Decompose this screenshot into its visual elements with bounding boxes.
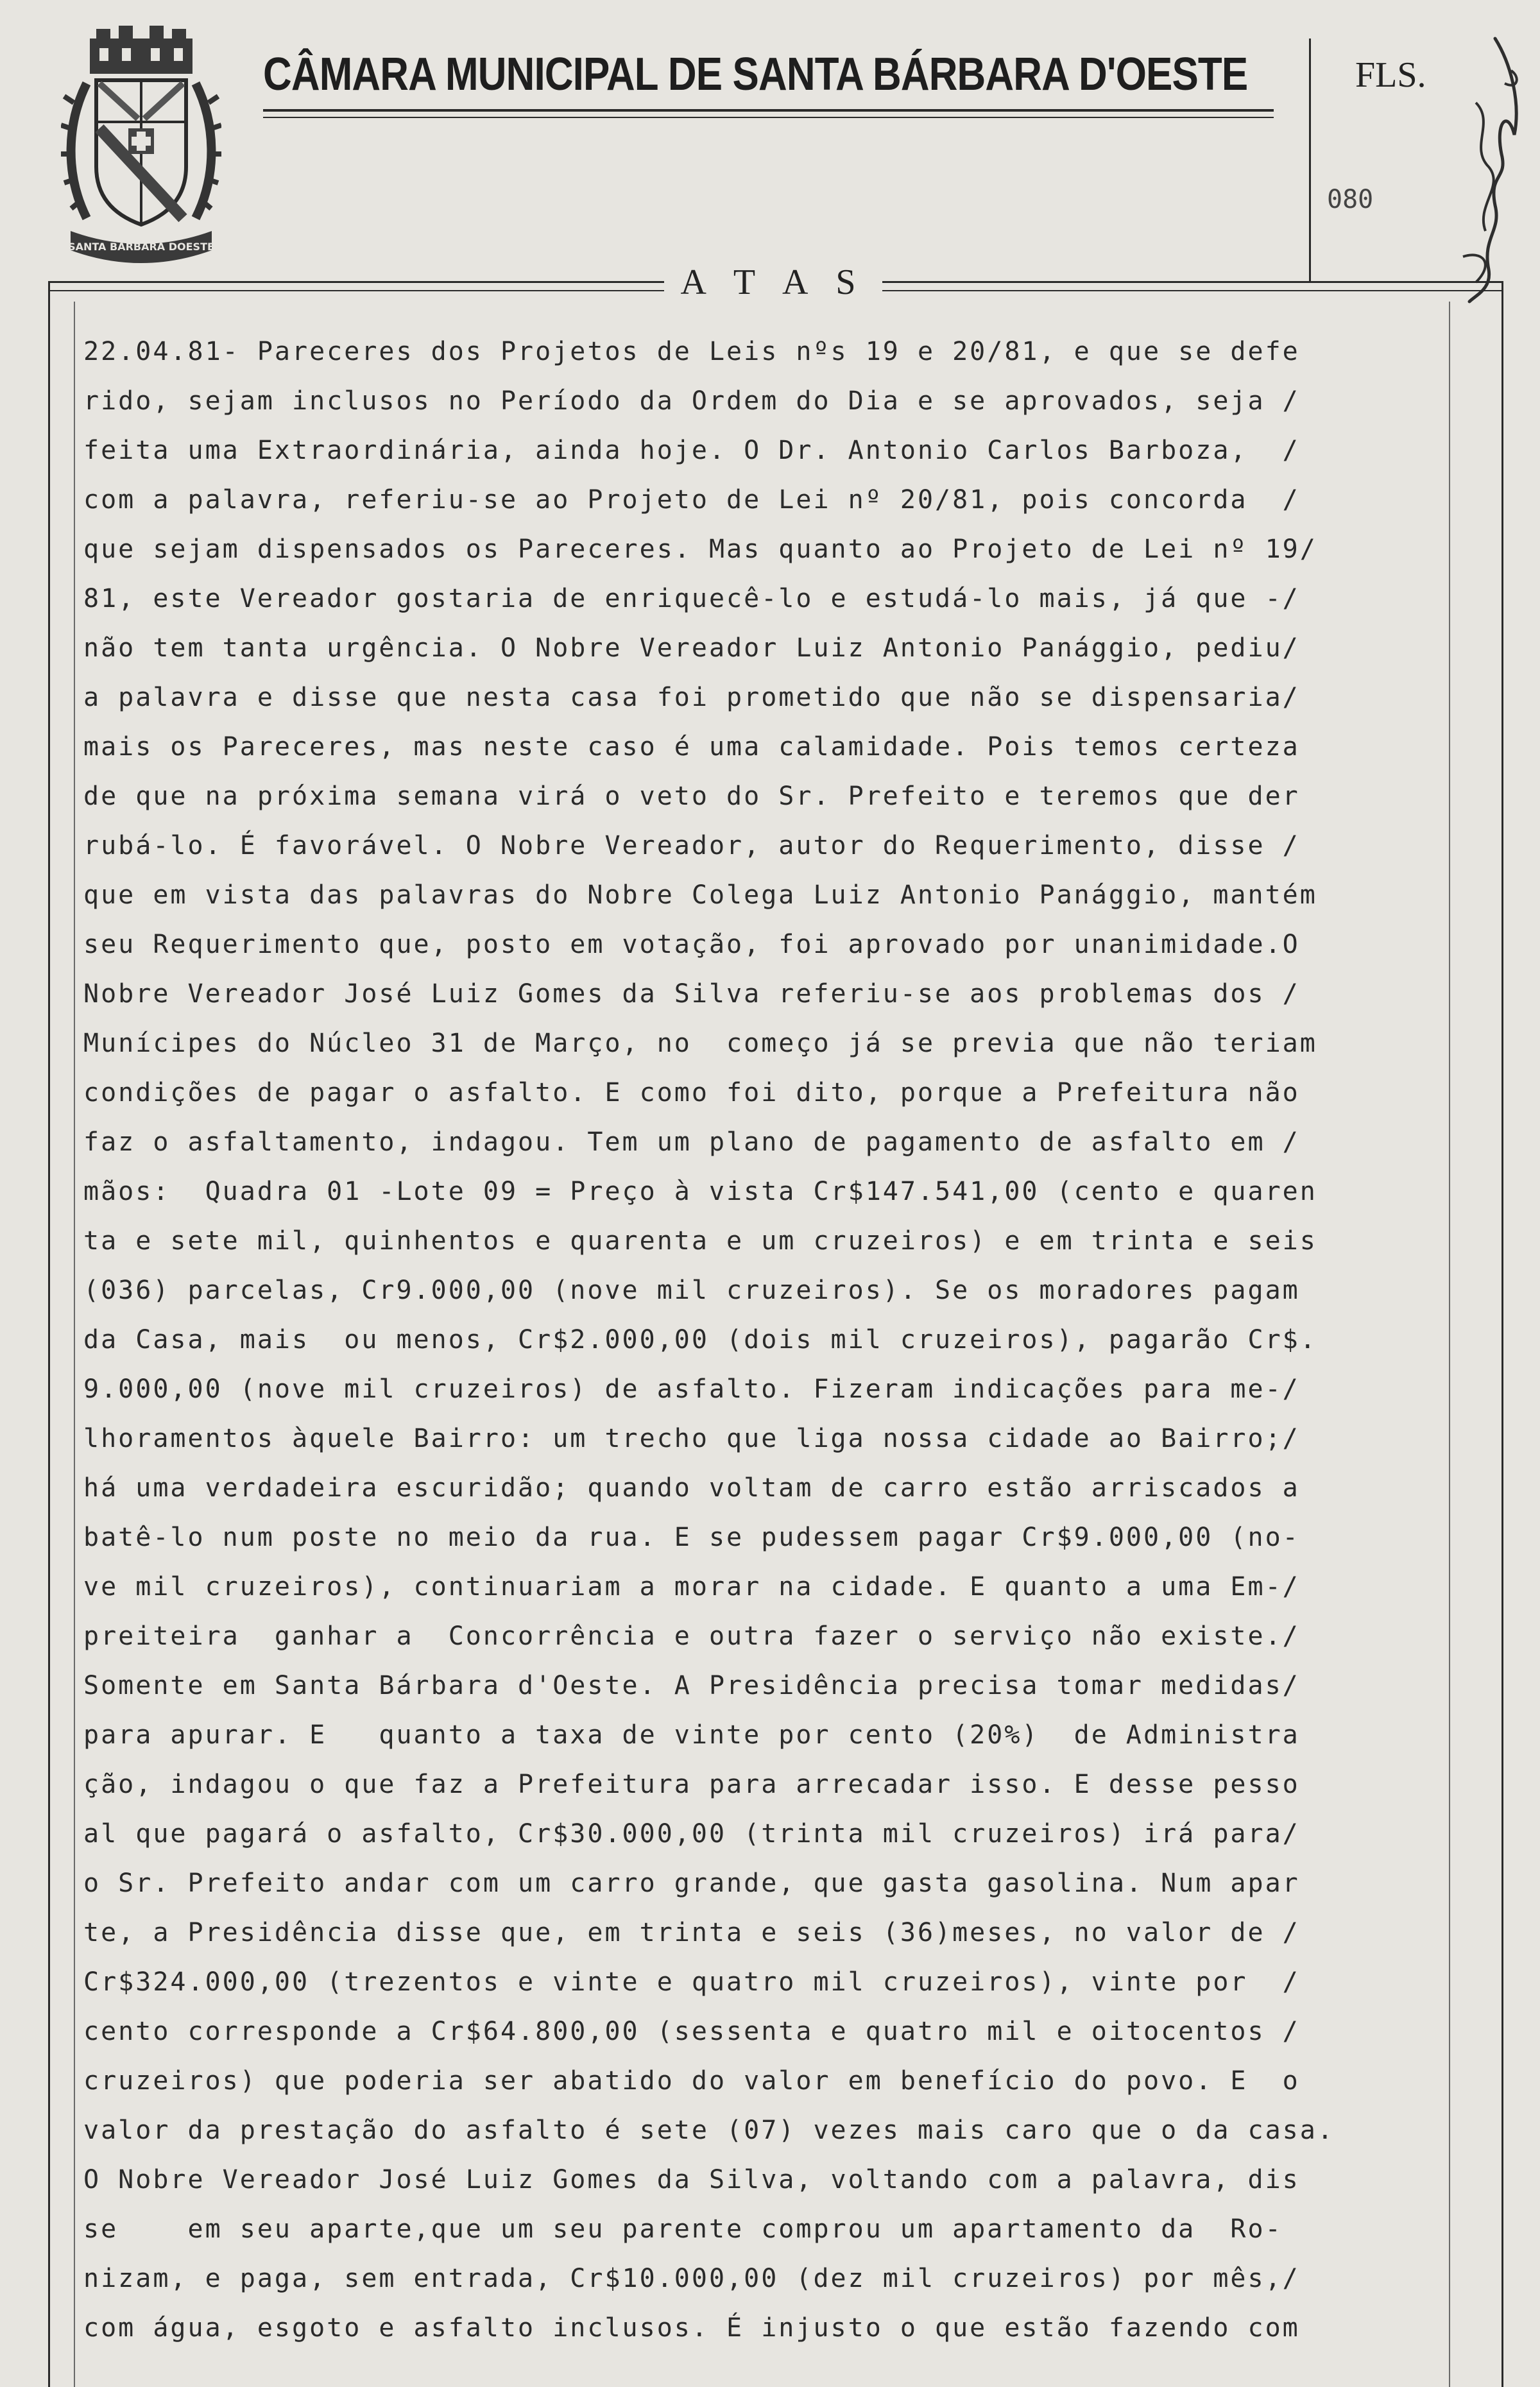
- frame-left: [48, 281, 50, 2387]
- text-line: te, a Presidência disse que, em trinta e seis (36)meses, no valor de /: [83, 1918, 1300, 1947]
- text-line: Cr$324.000,00 (trezentos e vinte e quatro mil cruzeiros), vinte por /: [83, 1967, 1300, 1997]
- text-line: se em seu aparte,que um seu parente comprou um apartamento da Ro-: [83, 2214, 1283, 2244]
- text-line: que sejam dispensados os Pareceres. Mas quanto ao Projeto de Lei nº 19/: [83, 535, 1317, 564]
- text-line: lhoramentos àquele Bairro: um trecho que liga nossa cidade ao Bairro;/: [83, 1424, 1300, 1453]
- text-line: mãos: Quadra 01 -Lote 09 = Preço à vista Cr$147.541,00 (cento e quaren: [83, 1177, 1317, 1206]
- text-line: condições de pagar o asfalto. E como foi dito, porque a Prefeitura não: [83, 1078, 1300, 1108]
- text-line: não tem tanta urgência. O Nobre Vereador Luiz Antonio Panággio, pediu/: [83, 633, 1300, 663]
- frame-top-right-thin: [882, 290, 1502, 291]
- frame-top-left-thin: [48, 290, 664, 291]
- text-line: 81, este Vereador gostaria de enriquecê-lo e estudá-lo mais, já que -/: [83, 584, 1300, 613]
- text-line: ta e sete mil, quinhentos e quarenta e um cruzeiros) e em trinta e seis: [83, 1226, 1317, 1256]
- text-line: a palavra e disse que nesta casa foi prometido que não se dispensaria/: [83, 683, 1300, 712]
- title-rule-thin: [263, 117, 1274, 118]
- header-divider: [1309, 38, 1311, 282]
- signature-icon: [1399, 26, 1527, 308]
- text-line: ção, indagou o que faz a Prefeitura para arrecadar isso. E desse pesso: [83, 1770, 1300, 1799]
- text-line: com a palavra, referiu-se ao Projeto de Lei nº 20/81, pois concorda /: [83, 485, 1300, 515]
- text-line: faz o asfaltamento, indagou. Tem um plano de pagamento de asfalto em /: [83, 1127, 1300, 1157]
- text-line: cento corresponde a Cr$64.800,00 (sessenta e quatro mil e oitocentos /: [83, 2017, 1300, 2046]
- text-line: que em vista das palavras do Nobre Colega Luiz Antonio Panággio, mantém: [83, 880, 1317, 910]
- crest-motto: SANTA BARBARA DOESTE: [68, 241, 214, 253]
- fls-label: FLS.: [1355, 55, 1426, 95]
- frame-top-left: [48, 281, 664, 283]
- text-line: (036) parcelas, Cr9.000,00 (nove mil cruzeiros). Se os moradores pagam: [83, 1276, 1300, 1305]
- text-line: feita uma Extraordinária, ainda hoje. O Dr. Antonio Carlos Barboza, /: [83, 436, 1300, 465]
- text-line: da Casa, mais ou menos, Cr$2.000,00 (dois mil cruzeiros), pagarão Cr$.: [83, 1325, 1317, 1355]
- text-line: preiteira ganhar a Concorrência e outra fazer o serviço não existe./: [83, 1621, 1300, 1651]
- text-line: Nobre Vereador José Luiz Gomes da Silva referiu-se aos problemas dos /: [83, 979, 1300, 1009]
- text-line: Somente em Santa Bárbara d'Oeste. A Presidência precisa tomar medidas/: [83, 1671, 1300, 1700]
- text-line: há uma verdadeira escuridão; quando voltam de carro estão arriscados a: [83, 1473, 1300, 1503]
- text-line: mais os Pareceres, mas neste caso é uma calamidade. Pois temos certeza: [83, 732, 1300, 762]
- text-line: cruzeiros) que poderia ser abatido do valor em benefício do povo. E o: [83, 2066, 1300, 2096]
- text-line: de que na próxima semana virá o veto do Sr. Prefeito e teremos que der: [83, 782, 1300, 811]
- title-rule: [263, 109, 1274, 112]
- margin-line-left: [74, 302, 75, 2387]
- text-line: para apurar. E quanto a taxa de vinte por cento (20%) de Administra: [83, 1720, 1300, 1750]
- page-title: CÂMARA MUNICIPAL DE SANTA BÁRBARA D'OESTE: [263, 49, 1248, 100]
- text-line: 9.000,00 (nove mil cruzeiros) de asfalto. Fizeram indicações para me-/: [83, 1374, 1300, 1404]
- section-title: A T A S: [680, 262, 866, 302]
- text-line: Munícipes do Núcleo 31 de Março, no começo já se previa que não teriam: [83, 1029, 1317, 1058]
- text-line: com água, esgoto e asfalto inclusos. É injusto o que estão fazendo com: [83, 2313, 1300, 2343]
- text-line: rido, sejam inclusos no Período da Ordem do Dia e se aprovados, seja /: [83, 386, 1300, 416]
- text-line: seu Requerimento que, posto em votação, foi aprovado por unanimidade.O: [83, 930, 1300, 959]
- text-line: valor da prestação do asfalto é sete (07) vezes mais caro que o da casa.: [83, 2116, 1335, 2145]
- text-line: o Sr. Prefeito andar com um carro grande, que gasta gasolina. Num apar: [83, 1869, 1300, 1898]
- text-line: 22.04.81- Pareceres dos Projetos de Leis nºs 19 e 20/81, e que se defe: [83, 337, 1300, 366]
- frame-right: [1502, 281, 1503, 2387]
- text-line: nizam, e paga, sem entrada, Cr$10.000,00 (dez mil cruzeiros) por mês,/: [83, 2264, 1300, 2293]
- coat-of-arms-icon: [61, 26, 221, 263]
- folio-number: 080: [1327, 185, 1374, 214]
- frame-top-right: [882, 281, 1502, 283]
- text-line: batê-lo num poste no meio da rua. E se pudessem pagar Cr$9.000,00 (no-: [83, 1523, 1300, 1552]
- text-line: rubá-lo. É favorável. O Nobre Vereador, autor do Requerimento, disse /: [83, 831, 1300, 860]
- text-line: al que pagará o asfalto, Cr$30.000,00 (trinta mil cruzeiros) irá para/: [83, 1819, 1300, 1849]
- text-line: O Nobre Vereador José Luiz Gomes da Silva, voltando com a palavra, dis: [83, 2165, 1300, 2194]
- text-line: ve mil cruzeiros), continuariam a morar na cidade. E quanto a uma Em-/: [83, 1572, 1300, 1602]
- minutes-text: [83, 327, 1450, 2353]
